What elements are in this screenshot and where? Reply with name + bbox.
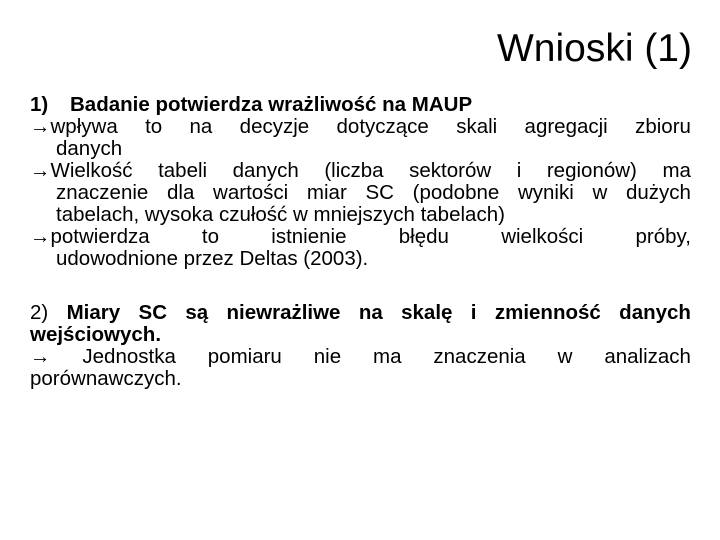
word: wpływa	[50, 115, 118, 138]
word: są	[185, 301, 209, 324]
point-2-bullet-1-line-2: porównawczych.	[30, 367, 182, 390]
word: skali	[456, 115, 498, 138]
point-1-bullet-1-line-1	[30, 116, 691, 138]
point-2-bullet-1-line-1	[30, 346, 691, 368]
word: zbioru	[635, 115, 691, 138]
slide-body	[30, 94, 691, 390]
spacer	[30, 270, 691, 302]
word: (liczba	[324, 159, 384, 182]
word: zmienność	[494, 301, 601, 324]
word: sektorów	[409, 159, 492, 182]
slide-title: Wnioski (1)	[496, 27, 692, 70]
word: na	[189, 115, 213, 138]
word: regionów)	[546, 159, 637, 182]
word: błędu	[398, 225, 449, 248]
word: dużych	[625, 181, 691, 204]
word: SC	[365, 181, 394, 204]
word: to	[145, 115, 163, 138]
word: wielkości	[501, 225, 584, 248]
word: ma	[662, 159, 691, 182]
word: nie	[313, 345, 342, 368]
point-1-bullet-2-line-2	[30, 182, 691, 204]
point-1-bullet-2-line-3: tabelach, wysoka czułość w mniejszych tabelach)	[56, 203, 505, 226]
word: dotyczące	[336, 115, 429, 138]
word: Miary	[66, 301, 121, 324]
list-item	[30, 160, 133, 182]
arrow-right-icon: →	[30, 159, 51, 182]
point-2-number: 2)	[30, 301, 49, 324]
word: to	[201, 225, 220, 248]
point-1-bullet-3-line-2: udowodnione przez Deltas (2003).	[56, 247, 369, 270]
word: agregacji	[524, 115, 608, 138]
word: potwierdza	[50, 225, 150, 248]
point-1-bullet-1-line-2: danych	[56, 137, 123, 160]
list-item	[30, 116, 118, 138]
point-1-number: 1)	[30, 93, 49, 116]
point-2-heading-line-2: wejściowych.	[30, 323, 162, 346]
word: w	[592, 181, 608, 204]
point-2-heading-line-1	[30, 302, 691, 324]
word: istnienie	[271, 225, 347, 248]
word: znaczenie	[56, 181, 149, 204]
point-1-heading-text: Badanie potwierdza wrażliwość na MAUP	[70, 93, 473, 116]
word: pomiaru	[207, 345, 282, 368]
word: ma	[373, 345, 402, 368]
word: znaczenia	[433, 345, 526, 368]
point-1-bullet-2-line-1	[30, 160, 691, 182]
word: danych	[619, 301, 691, 324]
word: wyniki	[517, 181, 574, 204]
word: decyzje	[239, 115, 310, 138]
word: danych	[232, 159, 299, 182]
word: skalę	[401, 301, 453, 324]
point-1-heading	[30, 94, 691, 116]
word: wartości	[213, 181, 289, 204]
word: próby,	[635, 225, 691, 248]
word: tabeli	[158, 159, 208, 182]
word: analizach	[604, 345, 691, 368]
word: Wielkość	[50, 159, 133, 182]
word: Jednostka	[82, 345, 176, 368]
word: i	[470, 301, 477, 324]
list-item	[30, 226, 150, 248]
word: SC	[138, 301, 167, 324]
arrow-right-icon: →	[30, 225, 51, 248]
word: (podobne	[412, 181, 500, 204]
point-1-bullet-3-line-1	[30, 226, 691, 248]
word: w	[557, 345, 573, 368]
word: niewrażliwe	[226, 301, 341, 324]
word: miar	[306, 181, 347, 204]
word: na	[358, 301, 383, 324]
word: dla	[167, 181, 195, 204]
arrow-right-icon: →	[30, 345, 51, 368]
arrow-right-icon: →	[30, 115, 51, 138]
word: i	[516, 159, 522, 182]
